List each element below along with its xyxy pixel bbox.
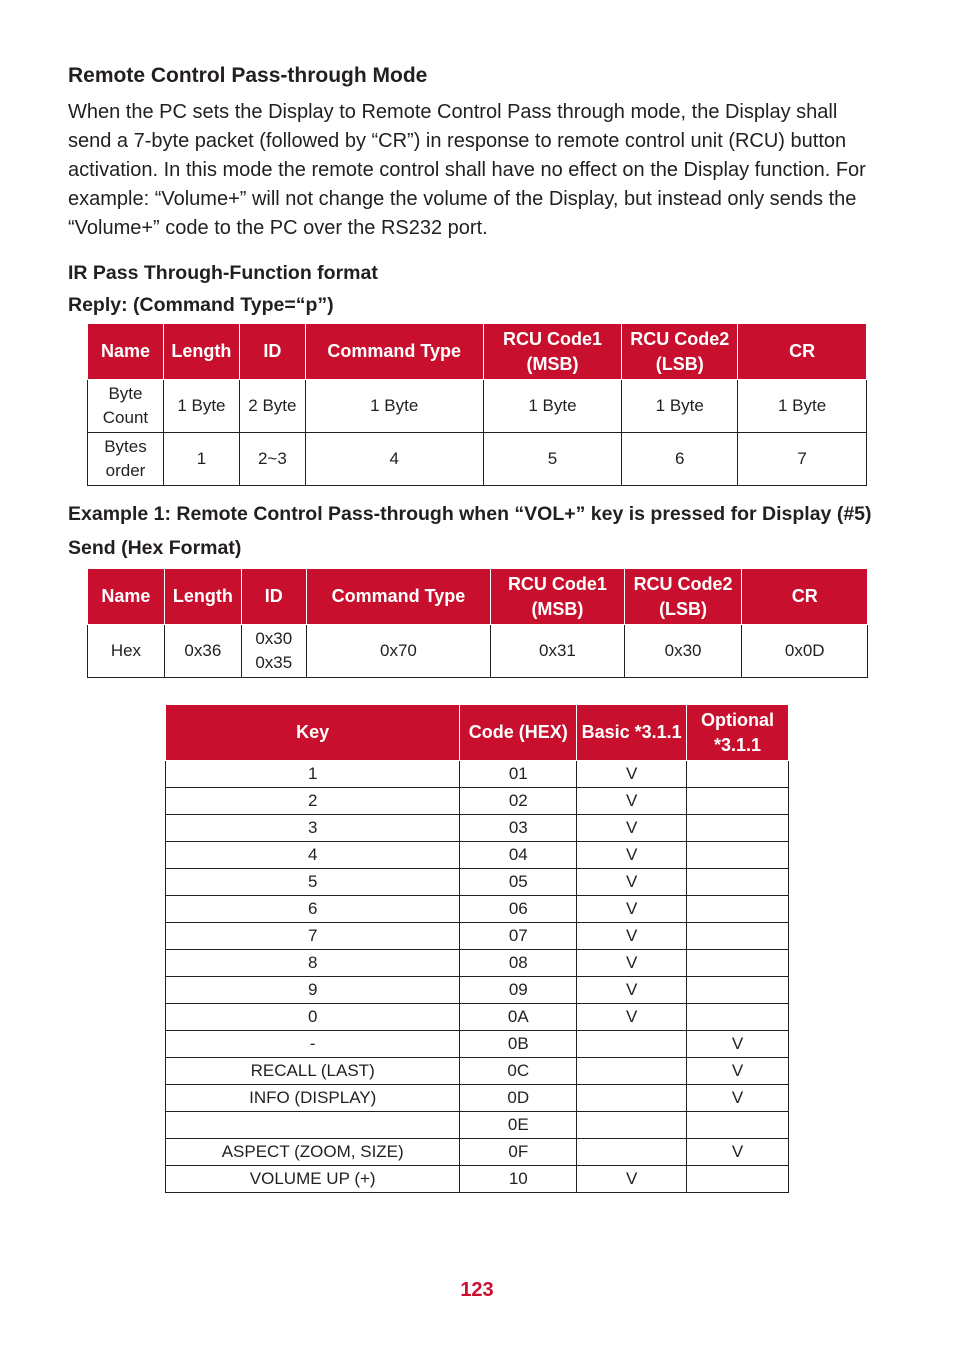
table-cell (166, 1112, 460, 1139)
table-cell: 5 (166, 869, 460, 896)
table-row (166, 761, 789, 788)
table-cell: 1 (166, 761, 460, 788)
table-row (88, 433, 867, 486)
header-cell: Optional *3.1.1 (687, 705, 789, 761)
table-cell (577, 1058, 687, 1085)
table-cell (577, 1112, 687, 1139)
table-cell: 06 (460, 896, 577, 923)
table-row (166, 896, 789, 923)
table-cell: 08 (460, 950, 577, 977)
table-cell: 02 (460, 788, 577, 815)
table-row (166, 869, 789, 896)
table-cell: 0A (460, 1004, 577, 1031)
table-cell (687, 761, 789, 788)
table-cell (577, 1031, 687, 1058)
table-cell: V (577, 815, 687, 842)
table-cell: 10 (460, 1166, 577, 1193)
table-cell: ASPECT (ZOOM, SIZE) (166, 1139, 460, 1166)
table-cell: V (577, 788, 687, 815)
table-cell: 0x0D (742, 625, 868, 678)
table-cell: 01 (460, 761, 577, 788)
table-row (166, 842, 789, 869)
table-cell: 09 (460, 977, 577, 1004)
table-row (88, 380, 867, 433)
header-cell: RCU Code2 (LSB) (622, 324, 738, 380)
table-cell: 0x31 (491, 625, 625, 678)
table-cell (687, 1004, 789, 1031)
table-cell: 0x36 (164, 625, 241, 678)
table-cell (687, 842, 789, 869)
table-cell: 0C (460, 1058, 577, 1085)
table-cell (687, 896, 789, 923)
table-row (88, 625, 868, 678)
table-row (166, 1031, 789, 1058)
header-cell: RCU Code1 (MSB) (491, 569, 625, 625)
header-cell: Command Type (305, 324, 483, 380)
table-cell: 1 (163, 433, 239, 486)
table-cell: V (687, 1058, 789, 1085)
table-cell: 1 Byte (738, 380, 867, 433)
table-cell: V (687, 1139, 789, 1166)
table-cell: - (166, 1031, 460, 1058)
header-cell: ID (241, 569, 306, 625)
header-cell: Length (163, 324, 239, 380)
table-cell (687, 977, 789, 1004)
table-cell: 0D (460, 1085, 577, 1112)
table-cell: INFO (DISPLAY) (166, 1085, 460, 1112)
table-row (166, 815, 789, 842)
table-cell: 8 (166, 950, 460, 977)
table-cell: 7 (166, 923, 460, 950)
table-cell: 4 (305, 433, 483, 486)
table-row (166, 1058, 789, 1085)
table-cell: V (577, 842, 687, 869)
key-table-body (166, 761, 789, 1193)
header-cell: Basic *3.1.1 (577, 705, 687, 761)
table-cell: 07 (460, 923, 577, 950)
table-cell: 1 Byte (622, 380, 738, 433)
table-cell: Byte Count (88, 380, 164, 433)
table-cell: V (687, 1031, 789, 1058)
table-header-row (166, 705, 789, 761)
header-cell: Code (HEX) (460, 705, 577, 761)
table-row (166, 1139, 789, 1166)
table-cell: V (577, 977, 687, 1004)
header-cell: RCU Code2 (LSB) (624, 569, 742, 625)
table-cell: 9 (166, 977, 460, 1004)
table-cell: 03 (460, 815, 577, 842)
intro-paragraph: When the PC sets the Display to Remote Control Pass through mode, the Display shall send a 7-byte packet (followed by “CR”) in response to remote control unit (RCU) button activation. In this mode the remote control shall have no effect on the Display function. For example: “Volume+” will not change the volume of the Display, but instead only sends the “Volume+” code to the PC over the RS232 port. (68, 101, 866, 239)
table-cell (687, 1112, 789, 1139)
table-cell (577, 1139, 687, 1166)
table-cell: 05 (460, 869, 577, 896)
table-cell: Hex (88, 625, 165, 678)
table-row (166, 1085, 789, 1112)
table-cell: 3 (166, 815, 460, 842)
table-cell: Bytes order (88, 433, 164, 486)
table-cell (687, 950, 789, 977)
table-cell: V (577, 869, 687, 896)
table-cell: 7 (738, 433, 867, 486)
table-row (166, 923, 789, 950)
table-cell: 1 Byte (305, 380, 483, 433)
header-cell: Command Type (306, 569, 490, 625)
table-cell: 0 (166, 1004, 460, 1031)
header-cell: Key (166, 705, 460, 761)
table-header-row (88, 569, 868, 625)
table-cell: VOLUME UP (+) (166, 1166, 460, 1193)
table-cell (687, 788, 789, 815)
section-heading: Remote Control Pass-through Mode (68, 64, 428, 87)
send-heading: Send (Hex Format) (68, 537, 242, 559)
table-cell: 0E (460, 1112, 577, 1139)
table-cell: RECALL (LAST) (166, 1058, 460, 1085)
header-cell: RCU Code1 (MSB) (483, 324, 622, 380)
table-cell: 2~3 (239, 433, 305, 486)
table-cell: 4 (166, 842, 460, 869)
table-cell: 0x70 (306, 625, 490, 678)
reply-heading: Reply: (Command Type=“p”) (68, 294, 334, 316)
table-cell: V (577, 1004, 687, 1031)
table-cell: 2 Byte (239, 380, 305, 433)
table-cell (687, 869, 789, 896)
table-header-row (88, 324, 867, 380)
table-cell: 2 (166, 788, 460, 815)
table-cell: V (687, 1085, 789, 1112)
header-cell: ID (239, 324, 305, 380)
table-cell (687, 923, 789, 950)
table-cell: 6 (166, 896, 460, 923)
send-hex-table (87, 568, 868, 678)
reply-format-table (87, 323, 867, 486)
header-cell: Name (88, 324, 164, 380)
table-cell (687, 815, 789, 842)
header-cell: Name (88, 569, 165, 625)
table-row (166, 788, 789, 815)
table-cell: V (577, 1166, 687, 1193)
table-row (166, 977, 789, 1004)
table-cell: V (577, 761, 687, 788)
table-cell: V (577, 950, 687, 977)
table-cell (577, 1085, 687, 1112)
header-cell: Length (164, 569, 241, 625)
table-cell: 5 (483, 433, 622, 486)
example-heading: Example 1: Remote Control Pass-through when “VOL+” key is pressed for Display (#5) (68, 503, 872, 525)
table-row (166, 1004, 789, 1031)
table-cell: 0F (460, 1139, 577, 1166)
header-cell: CR (742, 569, 868, 625)
page-content (68, 60, 874, 1193)
header-cell: CR (738, 324, 867, 380)
table-cell: 6 (622, 433, 738, 486)
table-cell: 1 Byte (163, 380, 239, 433)
table-cell: V (577, 896, 687, 923)
table-cell (687, 1166, 789, 1193)
table-cell: 0x30 0x35 (241, 625, 306, 678)
key-code-table (165, 704, 789, 1193)
table-row (166, 950, 789, 977)
table-cell: 0B (460, 1031, 577, 1058)
page-number: 123 (460, 1279, 494, 1301)
table-row (166, 1112, 789, 1139)
table-cell: 0x30 (624, 625, 742, 678)
table-cell: 1 Byte (483, 380, 622, 433)
table-row (166, 1166, 789, 1193)
table-cell: V (577, 923, 687, 950)
table-cell: 04 (460, 842, 577, 869)
format-heading: IR Pass Through-Function format (68, 262, 378, 284)
